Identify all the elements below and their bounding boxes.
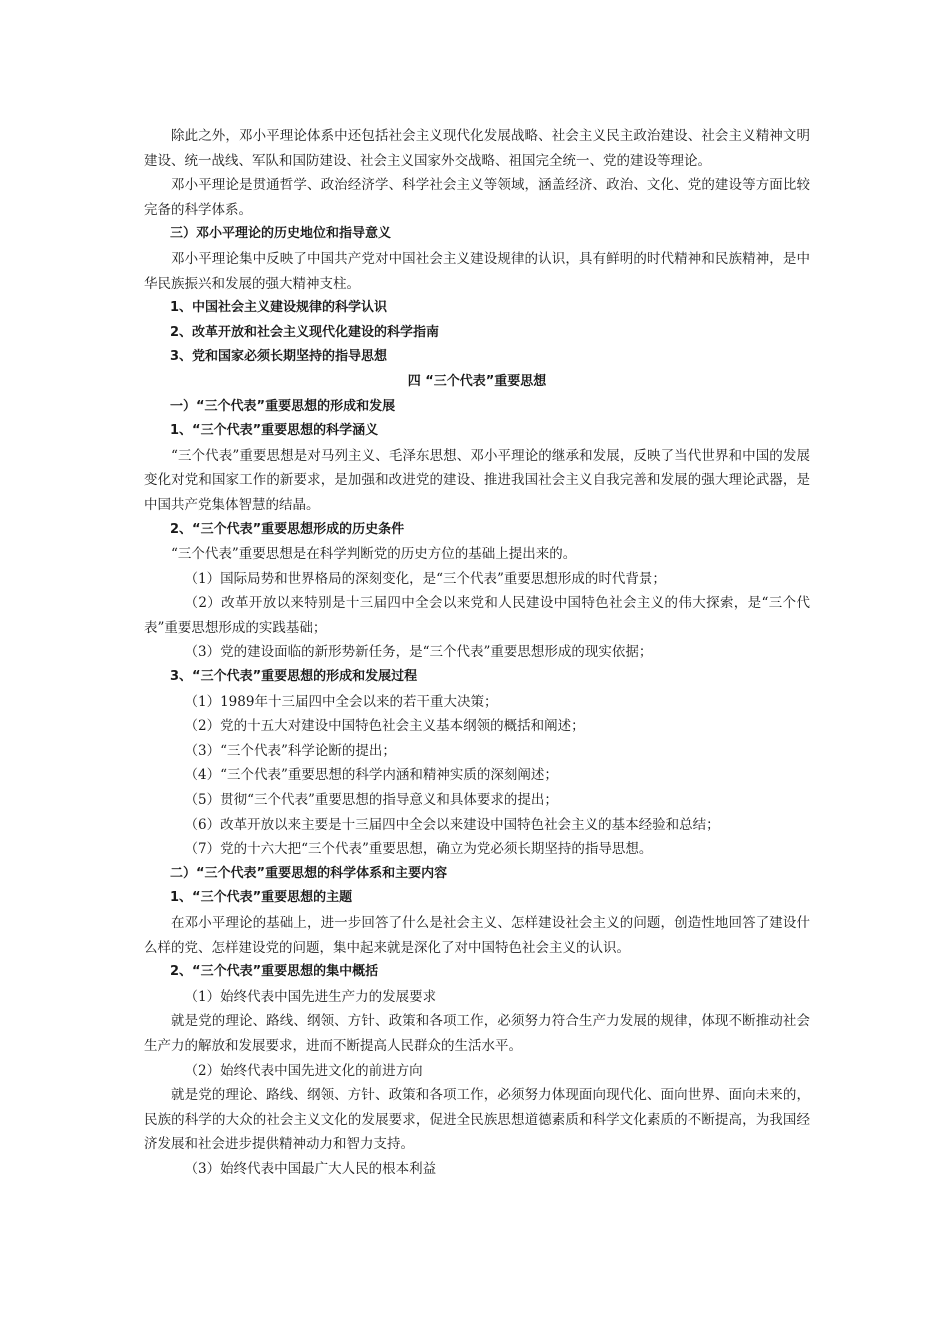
list-item: （3）党的建设面临的新形势新任务，是“三个代表”重要思想形成的现实依据； xyxy=(184,644,653,661)
list-item: （2）党的十五大对建设中国特色社会主义基本纲领的概括和阐述； xyxy=(184,718,585,735)
body-paragraph: 除此之外，邓小平理论体系中还包括社会主义现代化发展战略、社会主义民主政治建设、社会主义精神文明建设、统一战线、军队和国防建设、社会主义国家外交战略、祖国完全统一、党的建设等理论。 xyxy=(144,128,810,169)
section-title: 四 “三个代表”重要思想 xyxy=(407,373,547,389)
document-page xyxy=(144,124,810,1182)
section-heading: 1、“三个代表”重要思想的主题 xyxy=(170,890,353,906)
section-heading: 1、“三个代表”重要思想的科学涵义 xyxy=(170,423,379,439)
list-item: （1）1989年十三届四中全会以来的若干重大决策； xyxy=(184,693,498,710)
list-item: （3）“三个代表”科学论断的提出； xyxy=(184,742,396,759)
list-item: （6）改革开放以来主要是十三届四中全会以来建设中国特色社会主义的基本经验和总结； xyxy=(184,816,720,833)
body-paragraph: “三个代表”重要思想是对马列主义、毛泽东思想、邓小平理论的继承和发展，反映了当代世界和中国的发展变化对党和国家工作的新要求，是加强和改进党的建设、推进我国社会主义自我完善和发展的强大理论武器，是中国共产党集体智慧的结晶。 xyxy=(144,447,810,513)
section-heading: 一）“三个代表”重要思想的形成和发展 xyxy=(170,398,396,414)
list-item: （2）始终代表中国先进文化的前进方向 xyxy=(184,1062,423,1079)
section-heading: 三）邓小平理论的历史地位和指导意义 xyxy=(170,226,392,242)
body-paragraph: 邓小平理论集中反映了中国共产党对中国社会主义建设规律的认识，具有鲜明的时代精神和民族精神，是中华民族振兴和发展的强大精神支柱。 xyxy=(144,250,810,292)
section-heading: 2、“三个代表”重要思想的集中概括 xyxy=(170,964,379,980)
body-paragraph: “三个代表”重要思想是在科学判断党的历史方位的基础上提出来的。 xyxy=(171,546,577,563)
section-heading: 3、“三个代表”重要思想的形成和发展过程 xyxy=(170,669,418,685)
list-item: （3）始终代表中国最广大人民的根本利益 xyxy=(184,1160,437,1177)
list-item: （7）党的十六大把“三个代表”重要思想，确立为党必须长期坚持的指导思想。 xyxy=(184,841,653,858)
section-heading: 1、中国社会主义建设规律的科学认识 xyxy=(170,300,388,316)
list-item: （2）改革开放以来特别是十三届四中全会以来党和人民建设中国特色社会主义的伟大探索，是“三个代表”重要思想形成的实践基础； xyxy=(144,595,810,636)
section-heading: 二）“三个代表”重要思想的科学体系和主要内容 xyxy=(170,865,448,881)
list-item: （1）国际局势和世界格局的深刻变化，是“三个代表”重要思想形成的时代背景； xyxy=(184,570,666,587)
body-paragraph: 邓小平理论是贯通哲学、政治经济学、科学社会主义等领域，涵盖经济、政治、文化、党的建设等方面比较完备的科学体系。 xyxy=(144,177,810,218)
section-heading: 2、“三个代表”重要思想形成的历史条件 xyxy=(170,521,405,537)
section-heading: 2、改革开放和社会主义现代化建设的科学指南 xyxy=(170,324,440,340)
body-paragraph: 就是党的理论、路线、纲领、方针、政策和各项工作，必须努力体现面向现代化、面向世界、面向未来的，民族的科学的大众的社会主义文化的发展要求，促进全民族思想道德素质和科学文化素质的不断提高，为我国经济发展和社会进步提供精神动力和智力支持。 xyxy=(144,1087,810,1153)
list-item: （4）“三个代表”重要思想的科学内涵和精神实质的深刻阐述； xyxy=(184,767,558,784)
list-item: （5）贯彻“三个代表”重要思想的指导意义和具体要求的提出； xyxy=(184,792,558,809)
body-paragraph: 就是党的理论、路线、纲领、方针、政策和各项工作，必须努力符合生产力发展的规律，体现不断推动社会生产力的解放和发展要求，进而不断提高人民群众的生活水平。 xyxy=(144,1013,810,1054)
list-item: （1）始终代表中国先进生产力的发展要求 xyxy=(184,988,437,1005)
body-paragraph: 在邓小平理论的基础上，进一步回答了什么是社会主义、怎样建设社会主义的问题，创造性地回答了建设什么样的党、怎样建设党的问题，集中起来就是深化了对中国特色社会主义的认识。 xyxy=(144,915,810,956)
section-heading: 3、党和国家必须长期坚持的指导思想 xyxy=(170,349,388,365)
